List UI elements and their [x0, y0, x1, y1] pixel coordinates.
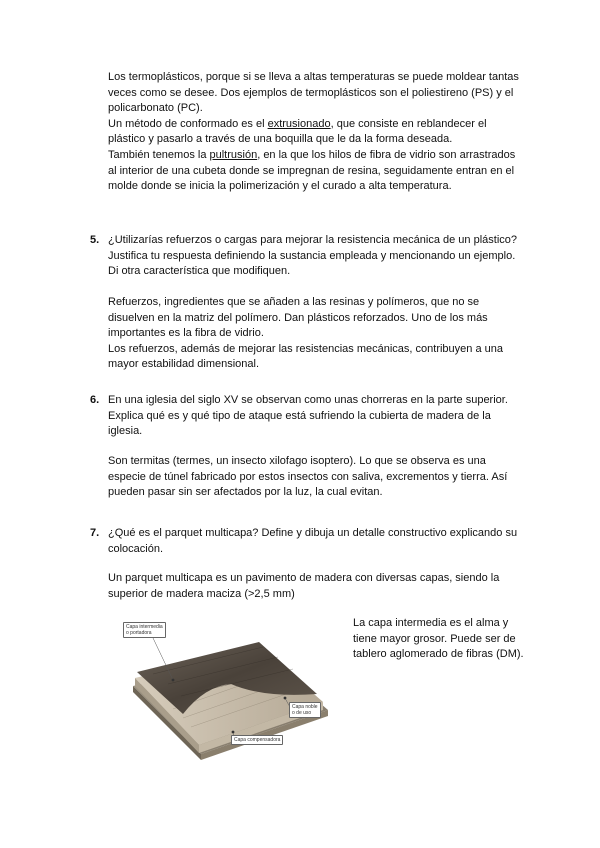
text-line: molde donde se inicia la polimerización y el curado a alta temperatura.: [108, 180, 452, 193]
text-line: tiene mayor grosor. Puede ser de: [353, 632, 516, 645]
side-note: [353, 616, 553, 663]
text-line: Los refuerzos, además de mejorar las resistencias mecánicas, contribuyen a una: [108, 342, 503, 355]
label-capa-compensadora: Capa compensadora: [231, 735, 283, 745]
text-line: Refuerzos, ingredientes que se añaden a las resinas y polímeros, que no se: [108, 296, 480, 308]
text-line: Un parquet multicapa es un pavimento de madera con diversas capas, siendo la: [108, 572, 500, 584]
callout-dot: [172, 679, 175, 682]
text-line: La capa intermedia es el alma y: [353, 617, 509, 629]
text-line: Los termoplásticos, porque si se lleva a altas temperaturas se puede moldear tantas: [108, 71, 519, 83]
answer-7-text: [108, 571, 538, 602]
text-line: En una iglesia del siglo XV se observan como unas chorreras en la parte superior.: [108, 394, 508, 406]
text-fragment: , que consiste en reblandecer el: [330, 117, 487, 130]
text-line: [108, 148, 538, 164]
text-line: disuelven en la matriz del polímero. Dan plásticos reforzados. Uno de los más: [108, 311, 488, 324]
text-line: colocación.: [108, 542, 164, 555]
text-line: Justifica tu respuesta definiendo la sustancia empleada y mencionando un ejemplo.: [108, 249, 516, 262]
question-7-number: 7.: [90, 527, 100, 539]
text-line: iglesia.: [108, 425, 143, 438]
text-line: especie de túnel fabricado por estos insectos con saliva, excrementos y tierra. Así: [108, 470, 508, 483]
text-line: Explica qué es y qué tipo de ataque está sufriendo la cubierta de madera de la: [108, 409, 491, 422]
question-5-number: 5.: [90, 234, 100, 246]
label-line: o portadora: [126, 630, 152, 636]
text-fragment: También tenemos la: [108, 148, 210, 161]
question-7-text: [108, 526, 538, 557]
label-capa-noble: [289, 702, 321, 718]
label-line: Capa noble: [292, 704, 318, 710]
text-line: Son termitas (termes, un insecto xilofago isoptero). Lo que se observa es una: [108, 455, 486, 467]
label-line: o de uso: [292, 710, 312, 716]
question-5-text: [108, 233, 538, 280]
text-fragment: , en la que los hilos de fibra de vidrio son arrastrados: [257, 148, 516, 161]
question-6-text: [108, 393, 538, 440]
label-capa-intermedia: [123, 622, 166, 638]
callout-dot: [232, 731, 235, 734]
text-line: [108, 117, 538, 133]
text-line: superior de madera maciza (>2,5 mm): [108, 587, 295, 600]
answer-thermoplastics: [108, 70, 538, 195]
parquet-multicapa-figure: [113, 614, 343, 764]
text-line: policarbonato (PC).: [108, 102, 203, 115]
text-line: Di otra característica que modifiquen.: [108, 265, 291, 278]
text-line: veces como se desee. Dos ejemplos de termoplásticos son el poliestireno (PS) y el: [108, 86, 514, 99]
text-line: al interior de una cubeta donde se impregnan de resina, seguidamente entran en el: [108, 164, 515, 177]
term-extrusionado: extrusionado: [267, 117, 331, 130]
question-6-number: 6.: [90, 394, 100, 406]
answer-6-text: [108, 454, 538, 501]
text-line: pueden pasar sin ser afectados por la luz, la cual evitan.: [108, 486, 383, 499]
text-line: ¿Utilizarías refuerzos o cargas para mejorar la resistencia mecánica de un plástico?: [108, 234, 518, 246]
text-line: tablero aglomerado de fibras (DM).: [353, 648, 524, 661]
callout-dot: [284, 697, 287, 700]
text-fragment: Un método de conformado es el: [108, 117, 268, 130]
text-line: importantes es la fibra de vidrio.: [108, 327, 264, 340]
answer-5-text: [108, 295, 538, 373]
term-pultrusion: pultrusión: [209, 148, 258, 161]
text-line: mayor estabilidad dimensional.: [108, 358, 260, 371]
text-line: ¿Qué es el parquet multicapa? Define y dibuja un detalle constructivo explicando su: [108, 527, 518, 539]
text-line: plástico y pasarlo a través de una boquilla que le da la forma deseada.: [108, 133, 453, 146]
label-line: Capa intermedia: [126, 624, 163, 630]
